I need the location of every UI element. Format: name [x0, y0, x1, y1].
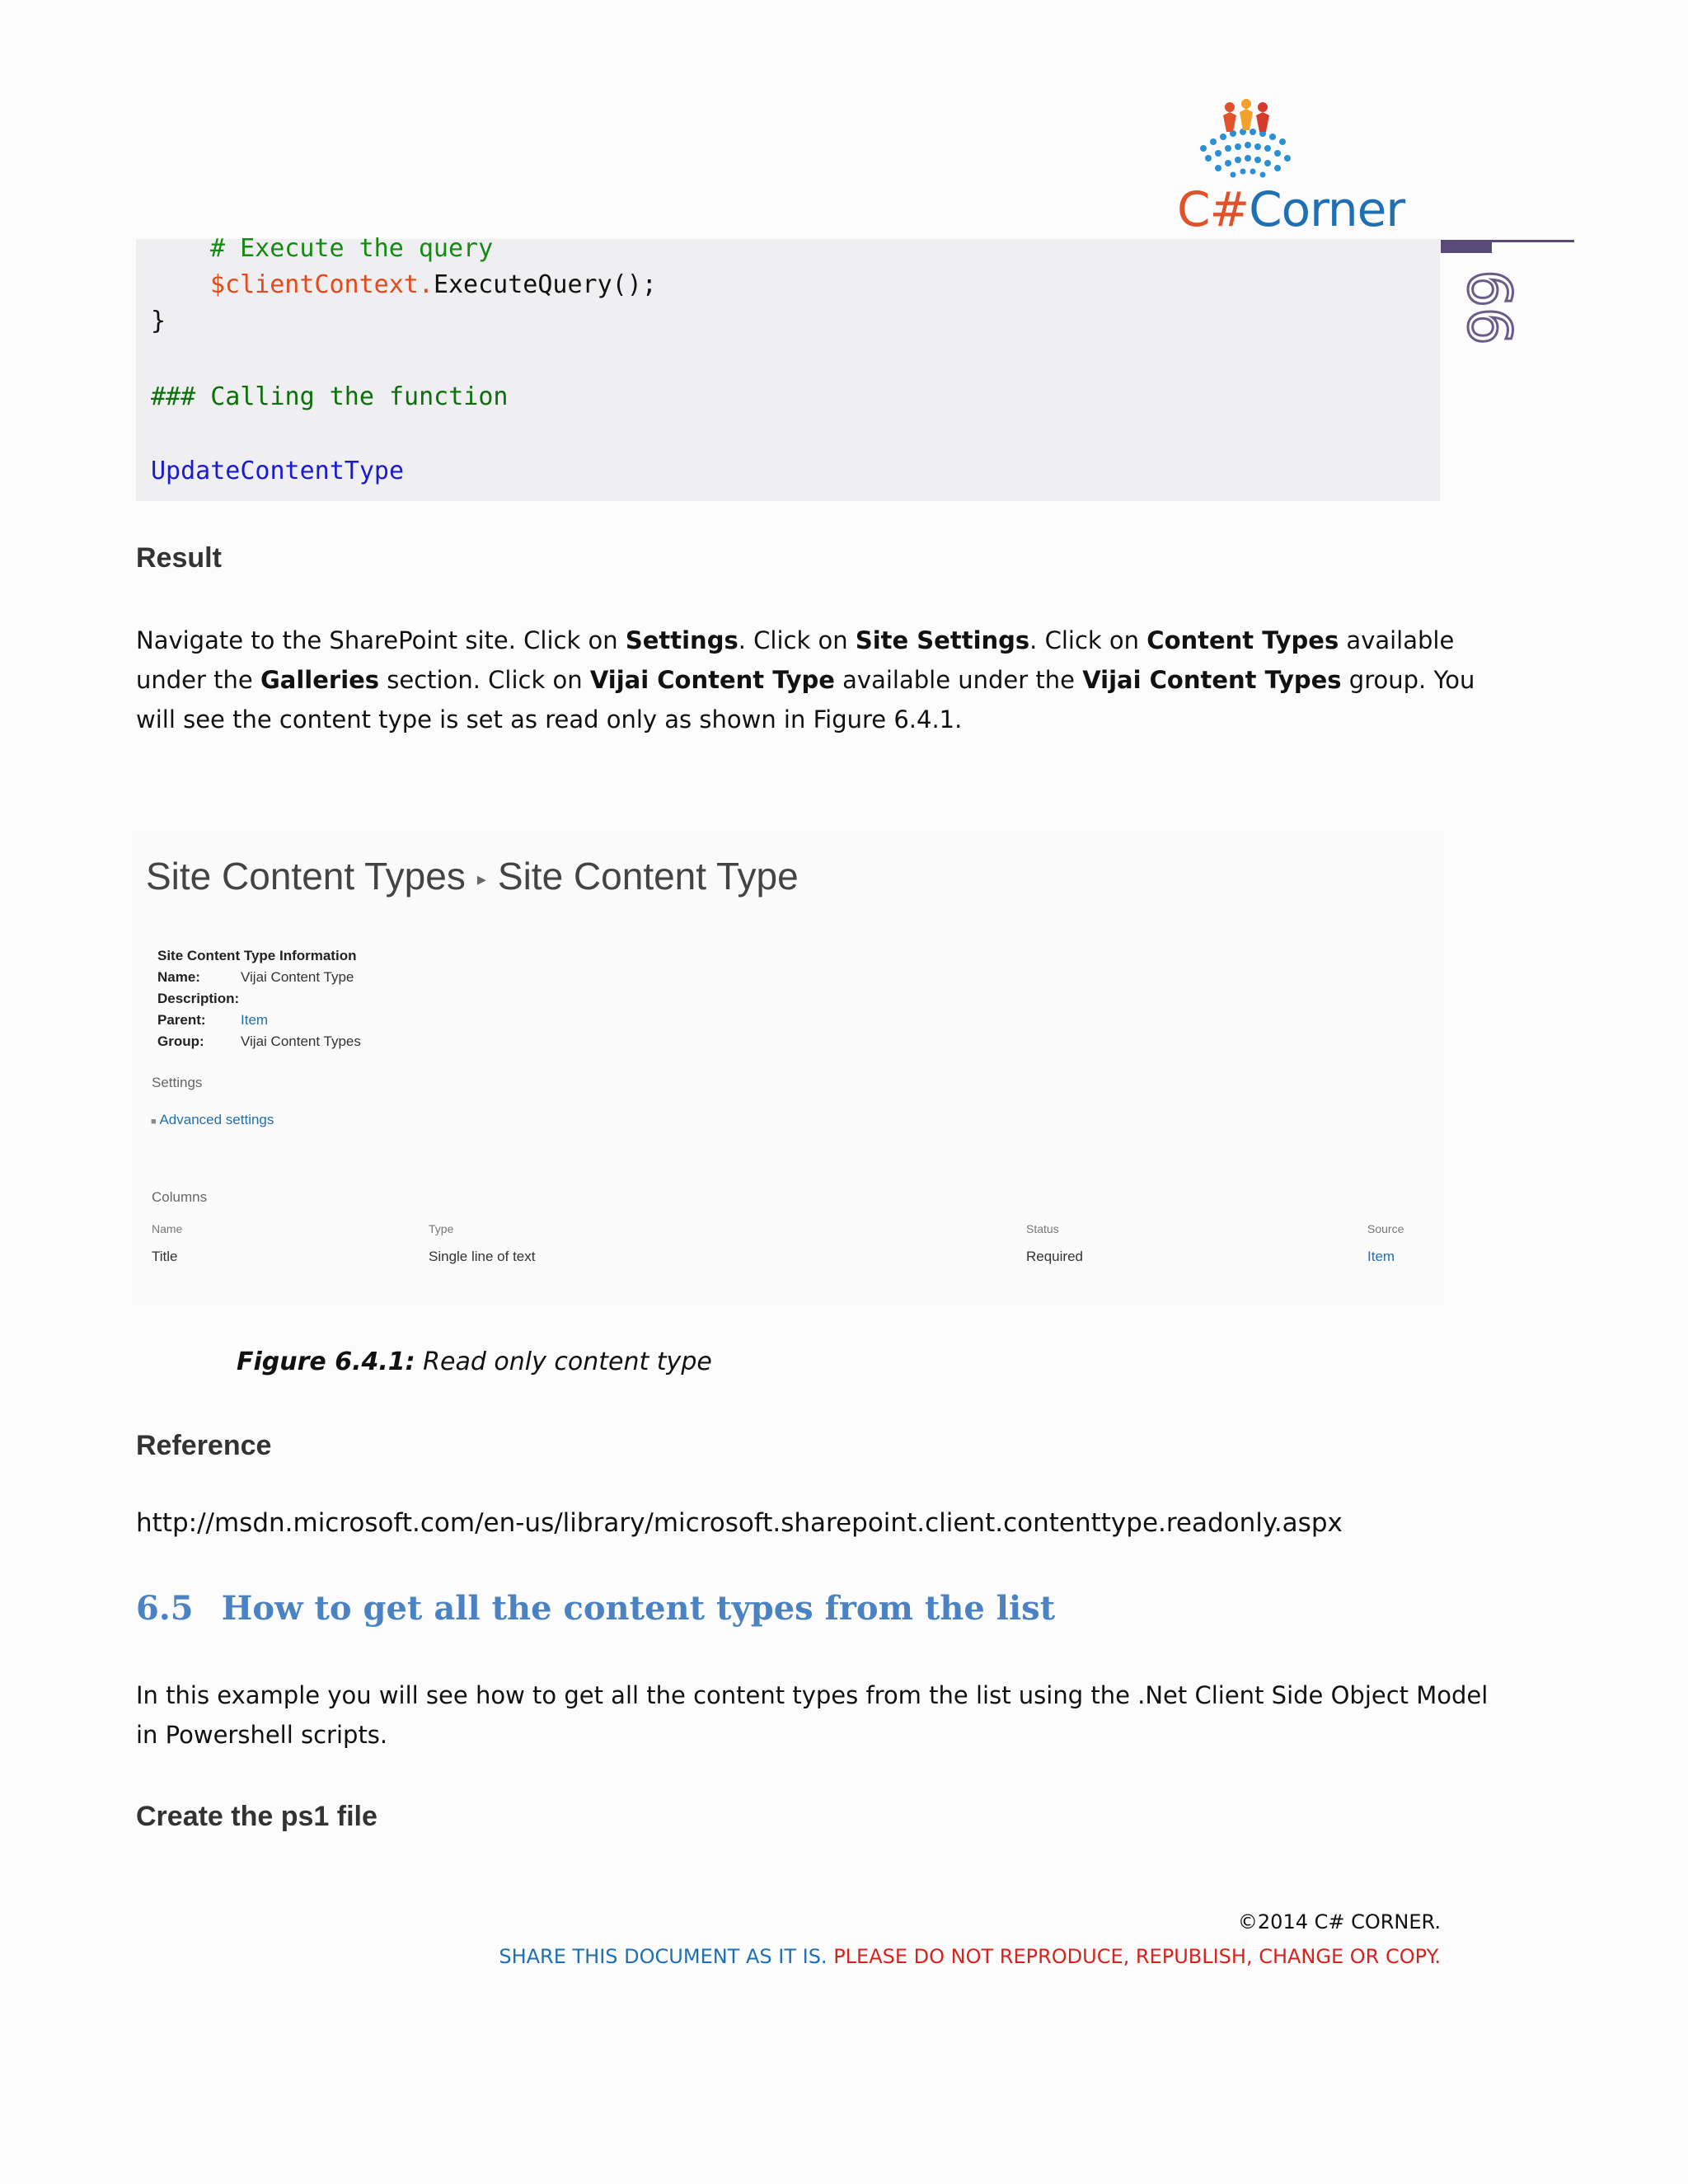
reference-url[interactable]: http://msdn.microsoft.com/en-us/library/microsoft.sharepoint.client.contenttype.readonly.aspx	[136, 1508, 1343, 1538]
breadcrumb-site-content-type: Site Content Type	[497, 855, 799, 898]
breadcrumb-site-content-types[interactable]: Site Content Types	[146, 855, 466, 898]
name-value: Vijai Content Type	[241, 969, 354, 985]
code-block	[136, 234, 1440, 501]
code-execute-query	[210, 270, 657, 299]
figure-caption: Figure 6.4.1: Read only content type	[237, 1347, 712, 1376]
page-number: 66	[1455, 269, 1524, 345]
description-label: Description:	[157, 991, 240, 1006]
column-header-type: Type	[429, 1222, 454, 1235]
row-type: Single line of text	[429, 1249, 536, 1264]
bullet-icon: ■	[151, 1117, 157, 1127]
column-header-source: Source	[1367, 1222, 1404, 1235]
logo-globe-icon	[1170, 99, 1426, 185]
info-heading: Site Content Type Information	[157, 948, 357, 963]
code-method: ExecuteQuery();	[433, 270, 657, 299]
breadcrumb-separator-icon: ▸	[476, 868, 486, 889]
header-rule-tab	[1441, 240, 1492, 253]
group-value: Vijai Content Types	[241, 1033, 361, 1049]
result-paragraph: Navigate to the SharePoint site. Click on Settings. Click on Site Settings. Click on Content Types available under the Galleries section. Click on Vijai Content Type available under the Vijai Content Types group. You will see the content type is set as read only as shown in Figure 6.4.1.	[136, 626, 1475, 733]
column-header-name: Name	[152, 1222, 183, 1235]
parent-label: Parent:	[157, 1012, 206, 1028]
create-ps1-heading: Create the ps1 file	[136, 1801, 377, 1832]
footer-share-notice: SHARE THIS DOCUMENT AS IT IS. PLEASE DO NOT REPRODUCE, REPUBLISH, CHANGE OR COPY.	[499, 1945, 1441, 1968]
code-close-brace: }	[151, 307, 166, 335]
name-label: Name:	[157, 969, 200, 985]
c-sharp-corner-logo	[1170, 99, 1426, 239]
figure-breadcrumb-title	[146, 854, 799, 898]
columns-heading: Columns	[152, 1189, 208, 1205]
code-comment-execute: # Execute the query	[210, 234, 494, 263]
row-source-link[interactable]: Item	[1367, 1249, 1395, 1264]
advanced-settings-link[interactable]: ■ Advanced settings	[151, 1112, 274, 1127]
footer-copyright: ©2014 C# CORNER.	[1237, 1910, 1441, 1933]
settings-heading: Settings	[152, 1075, 203, 1090]
result-heading: Result	[136, 542, 222, 574]
logo-text-csharp: C#	[1177, 181, 1250, 237]
group-label: Group:	[157, 1033, 204, 1049]
reference-heading: Reference	[136, 1430, 272, 1461]
section-heading: 6.5 How to get all the content types from the list	[136, 1589, 1056, 1628]
section-intro-paragraph: In this example you will see how to get all the content types from the list using the .Net Client Side Object Model in Powershell scripts.	[136, 1681, 1489, 1749]
code-function-call: UpdateContentType	[151, 457, 405, 485]
column-header-status: Status	[1026, 1222, 1059, 1235]
logo-text-corner: Corner	[1249, 181, 1405, 237]
row-title-link[interactable]: Title	[152, 1249, 178, 1264]
row-status: Required	[1026, 1249, 1083, 1264]
figure-screenshot	[136, 832, 1440, 1306]
parent-link[interactable]: Item	[241, 1012, 269, 1028]
code-var: $clientContext.	[210, 270, 434, 299]
code-comment-calling: ### Calling the function	[151, 382, 509, 411]
